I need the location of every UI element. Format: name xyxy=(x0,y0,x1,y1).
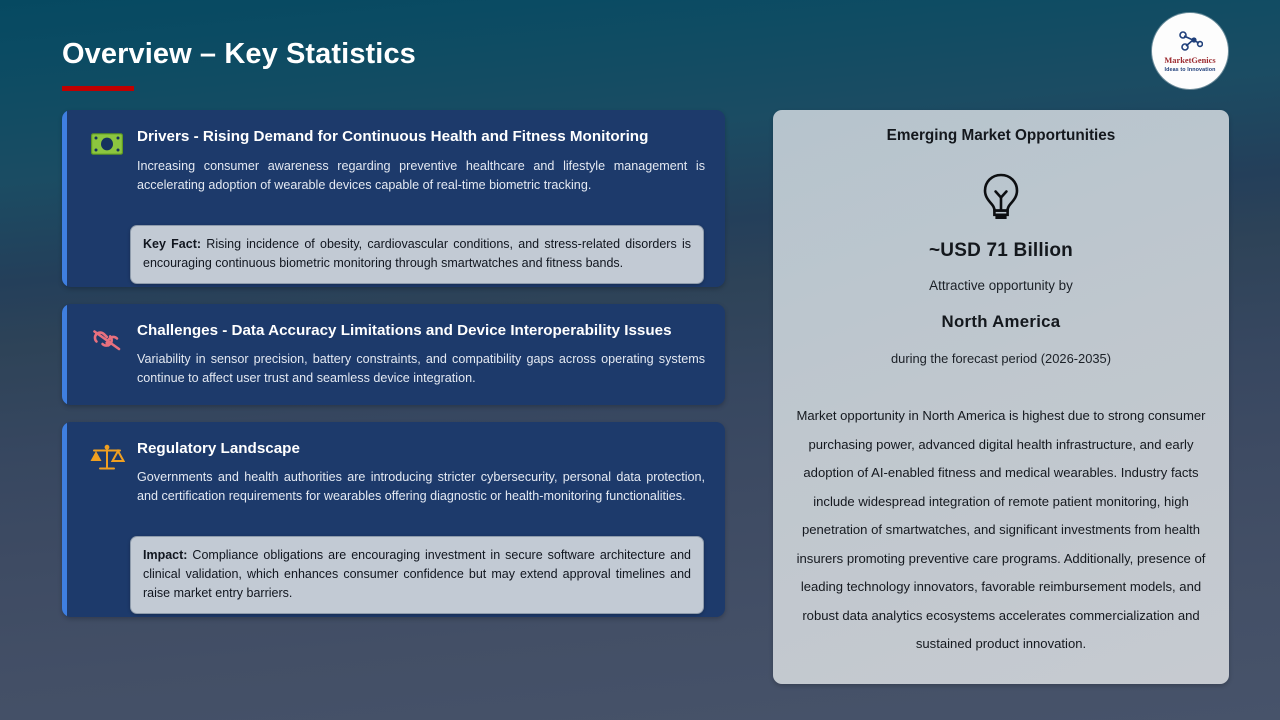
card-challenges[interactable] xyxy=(62,304,725,405)
panel-description-paragraph: Market opportunity in North America is highest due to strong consumer purchasing power, advanced digital health infrastructure, and early adoption of AI-enabled fitness and medical wearables. Industry facts include widespread integration of remote patient monitoring, high penetration of smartwatches, and significant investments from health insurers promoting preventive care programs. Additionally, presence of leading technology innovators, favorable reimbursement models, and robust data analytics ecosystems accelerates commercialization and sustained product innovation. xyxy=(796,408,1206,652)
opportunity-subtitle: Attractive opportunity by xyxy=(929,278,1073,293)
emerging-market-opportunities-panel xyxy=(773,110,1229,684)
impact-text: Compliance obligations are encouraging investment in secure software architecture and clinical validation, which enhances consumer confidence but may extend approval timelines and raise market entry barriers. xyxy=(143,548,691,601)
lightbulb-icon xyxy=(791,172,1211,224)
key-statistics-card-list xyxy=(62,110,725,634)
opportunity-region: North America xyxy=(941,312,1061,331)
panel-title: Emerging Market Opportunities xyxy=(886,127,1116,144)
card-drivers[interactable] xyxy=(62,110,725,287)
card-regulatory[interactable] xyxy=(62,422,725,618)
impact-label: Impact: xyxy=(143,548,188,563)
key-fact-label: Key Fact: xyxy=(143,236,202,251)
card-challenges-heading: Challenges - Data Accuracy Limitations and Device Interoperability Issues xyxy=(137,321,672,339)
card-drivers-text: Increasing consumer awareness regarding preventive healthcare and lifestyle management is accelerating adoption of wearable devices capable of real-time biometric tracking. xyxy=(137,158,705,192)
scales-of-justice-icon xyxy=(85,439,129,507)
logo-tagline: Ideas to Innovation xyxy=(1164,66,1216,73)
card-regulatory-text: Governments and health authorities are introducing stricter cybersecurity, personal data protection, and certification requirements for wearables offering diagnostic or health-monitoring functionalities. xyxy=(137,470,705,504)
logo-brand-name: MarketGenics xyxy=(1164,56,1216,66)
page-title: Overview – Key Statistics xyxy=(62,38,416,70)
card-regulatory-impact xyxy=(130,536,704,614)
key-fact-text: Rising incidence of obesity, cardiovascular conditions, and stress-related disorders is encouraging continuous biometric monitoring through smartwatches and fitness bands. xyxy=(143,236,691,270)
card-drivers-heading: Drivers - Rising Demand for Continuous Health and Fitness Monitoring xyxy=(137,128,649,145)
money-banknote-icon xyxy=(85,127,129,195)
card-drivers-key-fact xyxy=(130,225,704,284)
molecule-node-icon xyxy=(1177,29,1203,56)
forecast-period: during the forecast period (2026-2035) xyxy=(891,351,1111,366)
brand-logo xyxy=(1152,13,1228,89)
card-challenges-text: Variability in sensor precision, battery constraints, and compatibility gaps across operating systems continue to affect user trust and seamless device integration. xyxy=(137,352,705,386)
card-regulatory-heading: Regulatory Landscape xyxy=(137,439,300,457)
market-value-figure: ~USD 71 Billion xyxy=(929,240,1073,261)
broken-link-icon xyxy=(85,321,129,389)
title-underline-rule xyxy=(62,86,134,91)
